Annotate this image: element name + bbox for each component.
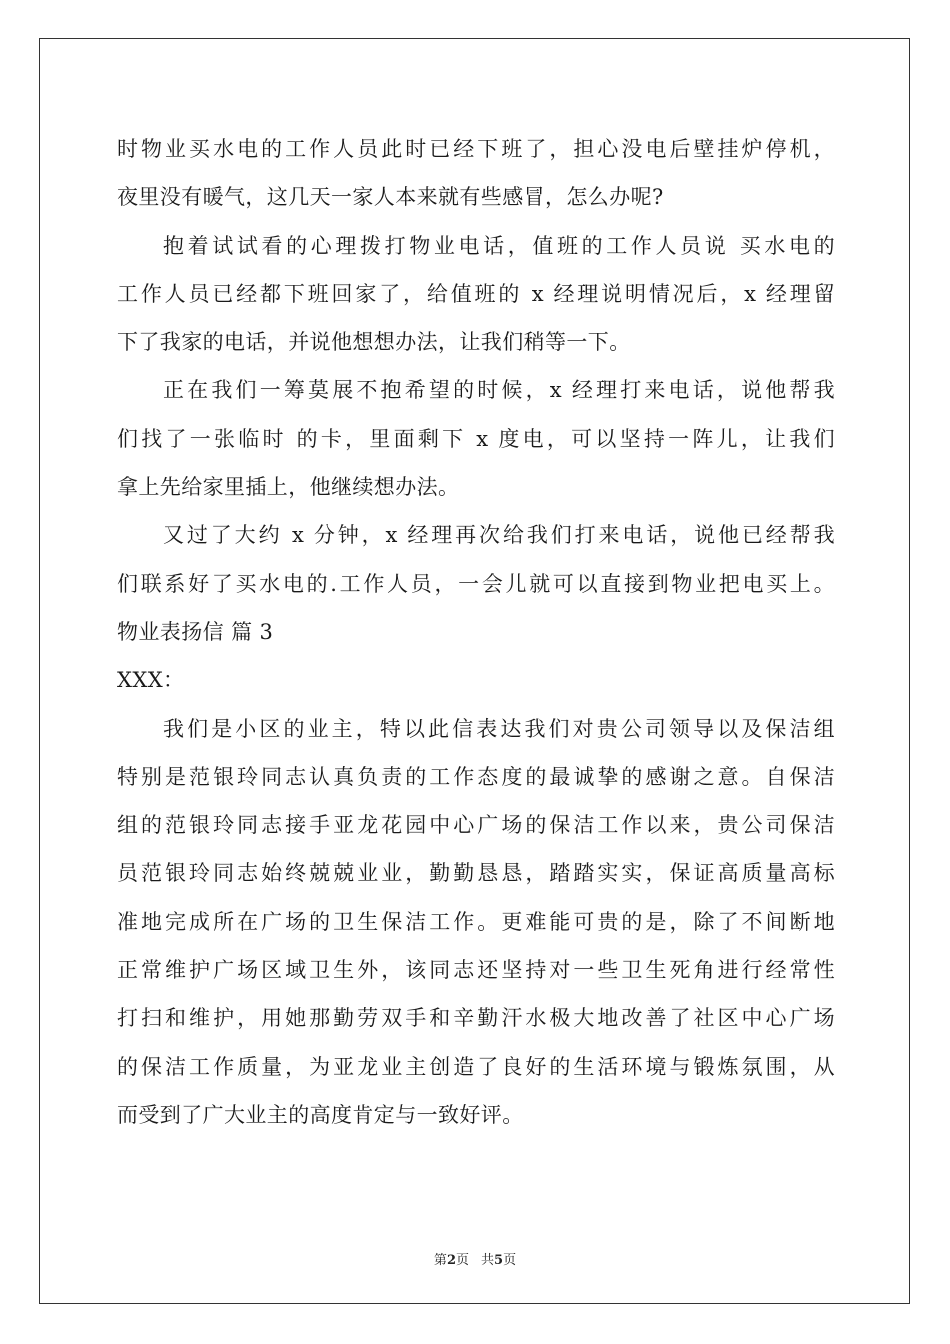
text-line: 我们是小区的业主，特以此信表达我们对贵公司领导以及保洁组 [163,716,835,741]
text-line: 时物业买水电的工作人员此时已经下班了，担心没电后壁挂炉停机， [117,137,835,161]
salutation: XXX： [117,668,185,693]
page-suffix: 页 [455,1253,469,1268]
text-line: 拿上先给家里插上，他继续想办法。 [117,475,460,500]
document-body [117,125,835,1139]
text-line: 准地完成所在广场的卫生保洁工作。更难能可贵的是，除了不间断地 [117,909,835,934]
text-line: 正在我们一筹莫展不抱希望的时候，x 经理打来电话，说他帮我 [163,378,835,403]
text-line: 又过了大约 x 分钟，x 经理再次给我们打来电话，说他已经帮我 [163,523,835,548]
text-line: 夜里没有暖气，这几天一家人本来就有些感冒，怎么办呢? [117,185,664,210]
text-line: 特别是范银玲同志认真负责的工作态度的最诚挚的感谢之意。自保洁 [117,764,835,789]
text-line: 工作人员已经都下班回家了，给值班的 x 经理说明情况后，x 经理留 [117,281,835,306]
text-line: 而受到了广大业主的高度肯定与一致好评。 [117,1102,524,1127]
total-suffix: 页 [503,1253,517,1268]
page-footer [0,1249,950,1268]
text-line: 组的范银玲同志接手亚龙花园中心广场的保洁工作以来，贵公司保洁 [117,813,835,838]
text-line: 的保洁工作质量，为亚龙业主创造了良好的生活环境与锻炼氛围，从 [117,1054,835,1079]
text-line: 抱着试试看的心理拨打物业电话，值班的工作人员说 买水电的 [163,233,835,258]
text-line: 员范银玲同志始终兢兢业业，勤勤恳恳，踏踏实实，保证高质量高标 [117,861,835,886]
text-line: 正常维护广场区域卫生外，该同志还坚持对一些卫生死角进行经常性 [117,958,835,983]
page-current: 2 [446,1253,456,1268]
page-prefix: 第 [433,1253,447,1268]
section-heading: 物业表扬信 篇 3 [117,619,274,644]
page-total: 5 [494,1253,504,1268]
text-line: 打扫和维护，用她那勤劳双手和辛勤汗水极大地改善了社区中心广场 [117,1006,835,1031]
total-prefix: 共 [481,1253,495,1268]
text-line: 们找了一张临时 的卡，里面剩下 x 度电，可以坚持一阵儿，让我们 [117,426,835,451]
text-line: 们联系好了买水电的.工作人员，一会儿就可以直接到物业把电买上。 [117,571,835,596]
text-line: 下了我家的电话，并说他想想办法，让我们稍等一下。 [117,330,631,355]
